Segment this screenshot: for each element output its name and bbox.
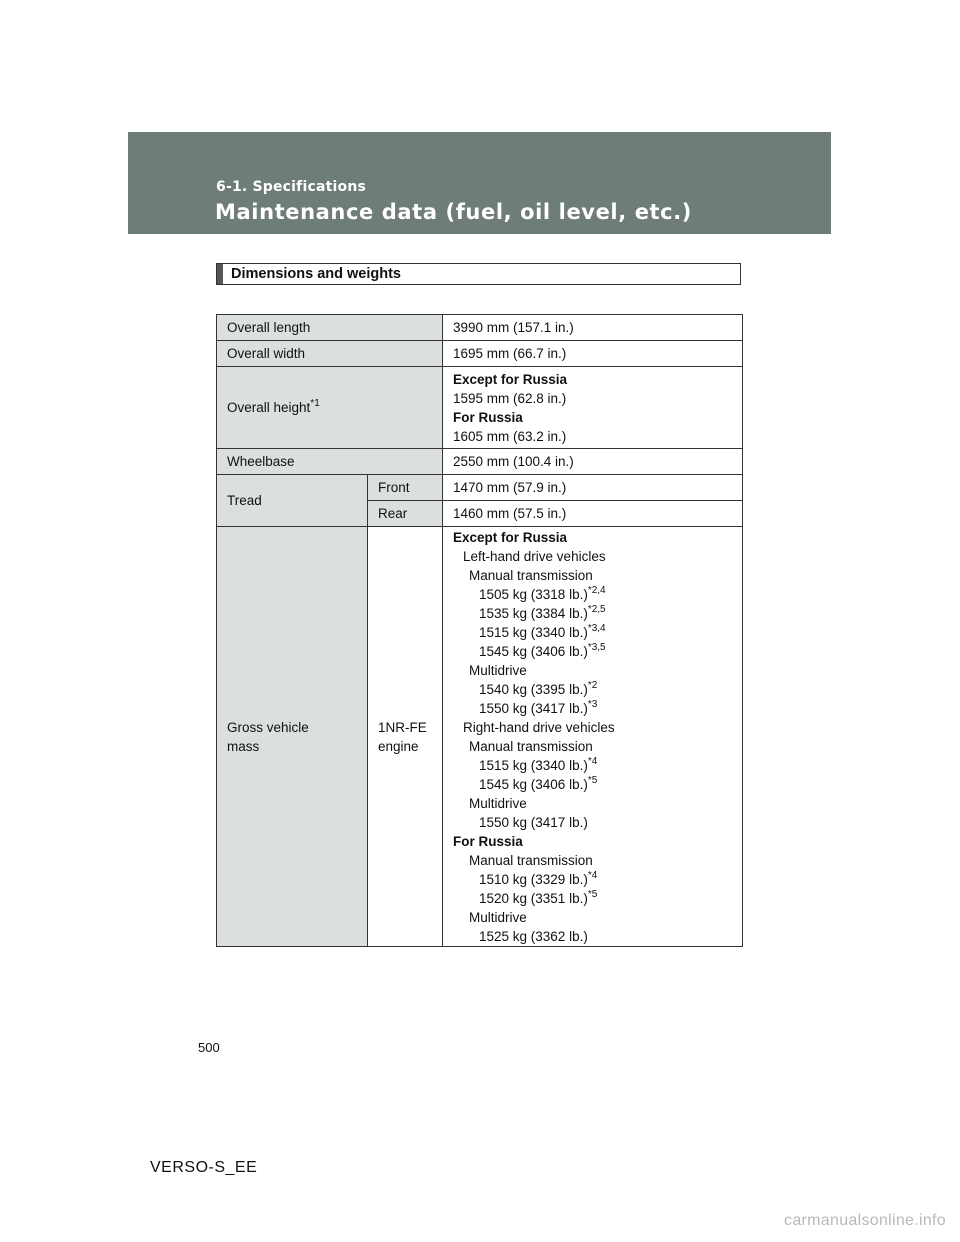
row-label: Overall width — [217, 341, 443, 367]
page-title: Maintenance data (fuel, oil level, etc.) — [215, 200, 693, 224]
row-label: Gross vehicle mass — [217, 527, 368, 947]
table-row — [217, 341, 743, 367]
subheading-marker — [217, 264, 223, 284]
document-code: VERSO-S_EE — [150, 1159, 258, 1176]
subheading-title: Dimensions and weights — [231, 266, 401, 282]
table-row — [217, 315, 743, 341]
table-row — [217, 449, 743, 475]
specifications-table — [216, 314, 743, 947]
row-value: 1695 mm (66.7 in.) — [443, 341, 743, 367]
row-value: Except for Russia Left-hand drive vehicles Manual transmission 1505 kg (3318 lb.)$^{*2,4}$ 1535 kg (3384 lb.)$^{*2,5}$ 1515 kg (3340 lb.)$^{*3,4}$ 1545 kg (3406 lb.)$^{*3,5}$ Multidrive 1540 kg (3395 lb.)$^{*2}$ 1550 kg (3417 lb.)$^{*3}$ Right-hand drive vehicles Manual transmission 1515 kg (3340 lb.)$^{*4}$ 1545 kg (3406 lb.)$^{*5}$ Multidrive 1550 kg (3417 lb.) For Russia Manual transmission 1510 kg (3329 lb.)$^{*4}$ 1520 kg (3351 lb.)$^{*5}$ Multidrive 1525 kg (3362 lb.) — [443, 527, 743, 947]
row-label: Tread — [217, 475, 368, 527]
page-number: 500 — [198, 1040, 220, 1055]
subheading-box — [216, 263, 741, 285]
row-label: Overall height$^{*1}$ — [217, 367, 443, 449]
table-row — [217, 475, 743, 501]
watermark: carmanualsonline.info — [784, 1212, 946, 1229]
row-label: Overall length — [217, 315, 443, 341]
sub-label: Front — [368, 475, 443, 501]
footnote-ref: *1 — [310, 398, 320, 409]
row-value: 2550 mm (100.4 in.) — [443, 449, 743, 475]
engine-label: 1NR-FE engine — [368, 527, 443, 947]
table-row — [217, 367, 743, 449]
table-row — [217, 527, 743, 947]
sub-label: Rear — [368, 501, 443, 527]
row-value: 1470 mm (57.9 in.) — [443, 475, 743, 501]
row-value: Except for Russia 1595 mm (62.8 in.) For Russia 1605 mm (63.2 in.) — [443, 367, 743, 449]
row-value: 3990 mm (157.1 in.) — [443, 315, 743, 341]
row-label: Wheelbase — [217, 449, 443, 475]
section-label: 6-1. Specifications — [216, 179, 367, 195]
row-value: 1460 mm (57.5 in.) — [443, 501, 743, 527]
